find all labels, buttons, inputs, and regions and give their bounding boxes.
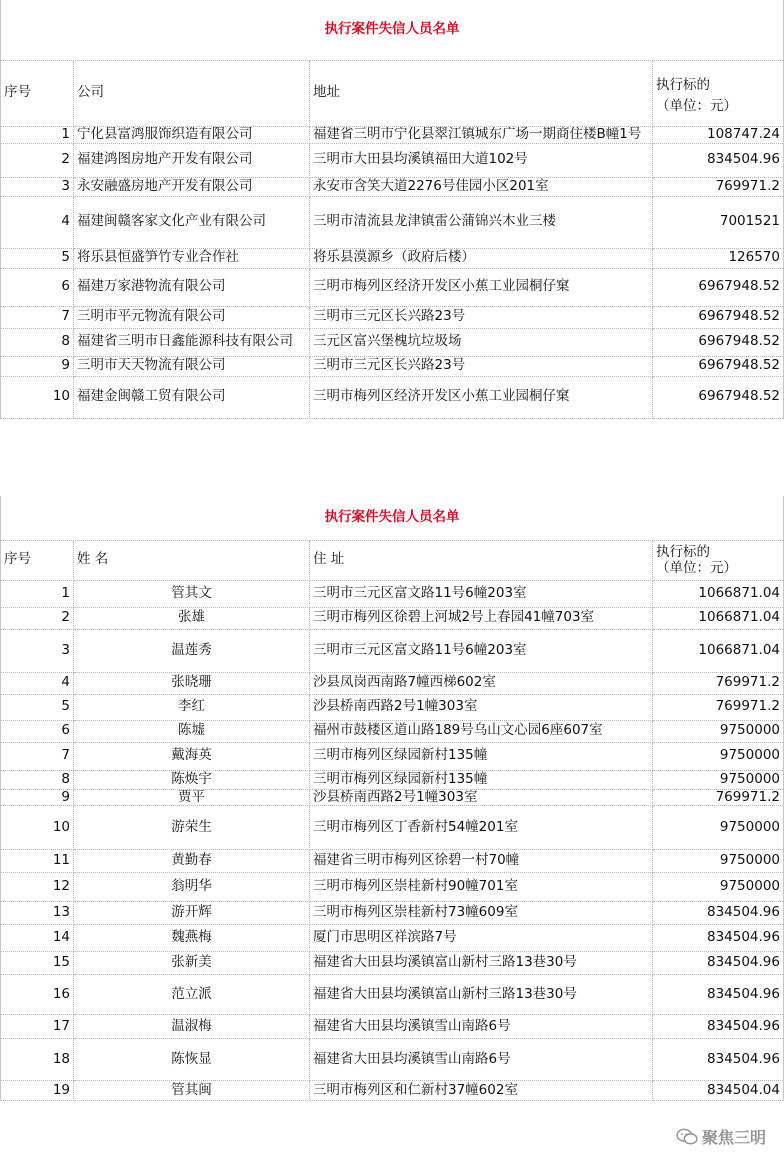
table-row: [1, 177, 784, 196]
row-index: 2: [1, 143, 74, 177]
person-name: 范立派: [74, 975, 310, 1015]
person-name: 游荣生: [74, 806, 310, 850]
amount-cell: 769971.2: [653, 789, 784, 806]
table-row: [1, 770, 784, 789]
address-cell: 三明市三元区长兴路23号: [310, 306, 653, 328]
address-cell: 三明市梅列区丁香新村54幢201室: [310, 806, 653, 850]
table-row: [1, 694, 784, 720]
amount-cell: 9750000: [653, 720, 784, 742]
table-row: [1, 607, 784, 629]
row-index: 10: [1, 806, 74, 850]
address-cell: 沙县桥南西路2号1幢303室: [310, 694, 653, 720]
company-name: 福建闽赣客家文化产业有限公司: [74, 196, 310, 248]
table-title-row: [1, 0, 784, 60]
person-name: 贾平: [74, 789, 310, 806]
amount-cell: 9750000: [653, 873, 784, 902]
header-address: 地址: [310, 60, 653, 126]
address-cell: 三明市三元区富文路11号6幢203室: [310, 580, 653, 607]
company-name: 福建金闽赣工贸有限公司: [74, 376, 310, 418]
table-row: [1, 1081, 784, 1101]
address-cell: 三明市清流县龙津镇雷公蒲锦兴木业三楼: [310, 196, 653, 248]
address-cell: 厦门市思明区祥滨路7号: [310, 925, 653, 952]
person-name: 黄勤春: [74, 850, 310, 873]
amount-cell: 834504.96: [653, 902, 784, 925]
table-title: 执行案件失信人员名单: [1, 496, 784, 540]
person-name: 陈恢显: [74, 1039, 310, 1081]
row-index: 4: [1, 196, 74, 248]
watermark: [676, 1125, 766, 1148]
row-index: 8: [1, 770, 74, 789]
row-index: 1: [1, 126, 74, 143]
amount-cell: 6967948.52: [653, 356, 784, 376]
address-cell: 三明市三元区富文路11号6幢203室: [310, 629, 653, 672]
row-index: 14: [1, 925, 74, 952]
address-cell: 三明市大田县均溪镇福田大道102号: [310, 143, 653, 177]
amount-cell: 834504.96: [653, 952, 784, 975]
wechat-icon: [676, 1128, 698, 1146]
table-row: [1, 720, 784, 742]
address-cell: 将乐县漠源乡（政府后楼）: [310, 248, 653, 268]
amount-cell: 1066871.04: [653, 629, 784, 672]
header-company: 公司: [74, 60, 310, 126]
table-row: [1, 1039, 784, 1081]
header-row: [1, 60, 784, 126]
row-index: 3: [1, 629, 74, 672]
amount-cell: 6967948.52: [653, 268, 784, 306]
company-name: 将乐县恒盛笋竹专业合作社: [74, 248, 310, 268]
row-index: 5: [1, 248, 74, 268]
header-amount: 执行标的 （单位：元）: [653, 60, 784, 126]
table-row: [1, 328, 784, 356]
row-index: 18: [1, 1039, 74, 1081]
table-row: [1, 1015, 784, 1039]
table-title: 执行案件失信人员名单: [1, 0, 784, 60]
person-name: 陈焕宇: [74, 770, 310, 789]
row-index: 16: [1, 975, 74, 1015]
table-row: [1, 376, 784, 418]
person-name: 游开辉: [74, 902, 310, 925]
amount-cell: 769971.2: [653, 694, 784, 720]
person-name: 魏燕梅: [74, 925, 310, 952]
amount-cell: 834504.04: [653, 1081, 784, 1101]
amount-cell: 7001521: [653, 196, 784, 248]
table-row: [1, 742, 784, 770]
amount-cell: 9750000: [653, 770, 784, 789]
person-table: [0, 496, 784, 1101]
person-name: 张雄: [74, 607, 310, 629]
row-index: 6: [1, 268, 74, 306]
table-row: [1, 975, 784, 1015]
address-cell: 三明市梅列区绿园新村135幢: [310, 742, 653, 770]
row-index: 5: [1, 694, 74, 720]
header-name: 姓 名: [74, 540, 310, 580]
header-index: 序号: [1, 60, 74, 126]
row-index: 7: [1, 306, 74, 328]
table-row: [1, 850, 784, 873]
address-cell: 福州市鼓楼区道山路189号乌山文心园6座607室: [310, 720, 653, 742]
amount-cell: 6967948.52: [653, 306, 784, 328]
company-name: 永安融盛房地产开发有限公司: [74, 177, 310, 196]
row-index: 15: [1, 952, 74, 975]
table-row: [1, 672, 784, 694]
address-cell: 沙县桥南西路2号1幢303室: [310, 789, 653, 806]
address-cell: 福建省大田县均溪镇雪山南路6号: [310, 1039, 653, 1081]
company-name: 福建鸿图房地产开发有限公司: [74, 143, 310, 177]
header-amount: 执行标的 （单位：元）: [653, 540, 784, 580]
table-row: [1, 806, 784, 850]
table-row: [1, 248, 784, 268]
table-row: [1, 306, 784, 328]
row-index: 17: [1, 1015, 74, 1039]
amount-cell: 9750000: [653, 806, 784, 850]
address-cell: 三元区富兴堡槐坑垃圾场: [310, 328, 653, 356]
address-cell: 沙县凤岗西南路7幢西梯602室: [310, 672, 653, 694]
table-title-row: [1, 496, 784, 540]
header-index: 序号: [1, 540, 74, 580]
table-row: [1, 196, 784, 248]
table-row: [1, 126, 784, 143]
address-cell: 福建省大田县均溪镇富山新村三路13巷30号: [310, 952, 653, 975]
table-row: [1, 925, 784, 952]
amount-cell: 1066871.04: [653, 580, 784, 607]
row-index: 3: [1, 177, 74, 196]
amount-cell: 6967948.52: [653, 328, 784, 356]
amount-cell: 769971.2: [653, 177, 784, 196]
company-name: 宁化县富鸿服饰织造有限公司: [74, 126, 310, 143]
row-index: 9: [1, 789, 74, 806]
address-cell: 三明市梅列区经济开发区小蕉工业园桐仔窠: [310, 268, 653, 306]
row-index: 6: [1, 720, 74, 742]
company-name: 福建省三明市日鑫能源科技有限公司: [74, 328, 310, 356]
amount-cell: 834504.96: [653, 1015, 784, 1039]
table-row: [1, 789, 784, 806]
header-address: 住 址: [310, 540, 653, 580]
amount-cell: 834504.96: [653, 143, 784, 177]
person-name: 李红: [74, 694, 310, 720]
row-index: 8: [1, 328, 74, 356]
amount-cell: 108747.24: [653, 126, 784, 143]
row-index: 4: [1, 672, 74, 694]
company-table: [0, 0, 784, 419]
address-cell: 永安市含笑大道2276号佳园小区201室: [310, 177, 653, 196]
table-row: [1, 873, 784, 902]
person-name: 张晓珊: [74, 672, 310, 694]
address-cell: 福建省三明市宁化县翠江镇城东广场一期商住楼B幢1号: [310, 126, 653, 143]
table-row: [1, 356, 784, 376]
person-name: 管其文: [74, 580, 310, 607]
amount-cell: 834504.96: [653, 925, 784, 952]
person-name: 张新美: [74, 952, 310, 975]
amount-cell: 834504.96: [653, 1039, 784, 1081]
row-index: 7: [1, 742, 74, 770]
company-name: 三明市平元物流有限公司: [74, 306, 310, 328]
table-row: [1, 629, 784, 672]
amount-cell: 6967948.52: [653, 376, 784, 418]
company-name: 三明市天天物流有限公司: [74, 356, 310, 376]
row-index: 9: [1, 356, 74, 376]
table-row: [1, 902, 784, 925]
row-index: 13: [1, 902, 74, 925]
person-name: 管其闽: [74, 1081, 310, 1101]
address-cell: 福建省三明市梅列区徐碧一村70幢: [310, 850, 653, 873]
amount-cell: 9750000: [653, 850, 784, 873]
row-index: 11: [1, 850, 74, 873]
person-name: 戴海英: [74, 742, 310, 770]
row-index: 19: [1, 1081, 74, 1101]
watermark-text: 聚焦三明: [701, 1128, 766, 1147]
person-name: 温淑梅: [74, 1015, 310, 1039]
address-cell: 福建省大田县均溪镇雪山南路6号: [310, 1015, 653, 1039]
address-cell: 三明市梅列区崇桂新村90幢701室: [310, 873, 653, 902]
row-index: 12: [1, 873, 74, 902]
address-cell: 三明市梅列区崇桂新村73幢609室: [310, 902, 653, 925]
address-cell: 三明市梅列区和仁新村37幢602室: [310, 1081, 653, 1101]
amount-cell: 9750000: [653, 742, 784, 770]
table-row: [1, 268, 784, 306]
amount-cell: 126570: [653, 248, 784, 268]
table-row: [1, 143, 784, 177]
row-index: 2: [1, 607, 74, 629]
amount-cell: 769971.2: [653, 672, 784, 694]
row-index: 1: [1, 580, 74, 607]
amount-cell: 834504.96: [653, 975, 784, 1015]
address-cell: 三明市三元区长兴路23号: [310, 356, 653, 376]
address-cell: 福建省大田县均溪镇富山新村三路13巷30号: [310, 975, 653, 1015]
row-index: 10: [1, 376, 74, 418]
address-cell: 三明市梅列区经济开发区小蕉工业园桐仔窠: [310, 376, 653, 418]
address-cell: 三明市梅列区徐碧上河城2号上春园41幢703室: [310, 607, 653, 629]
table-row: [1, 580, 784, 607]
amount-cell: 1066871.04: [653, 607, 784, 629]
company-name: 福建万家港物流有限公司: [74, 268, 310, 306]
table-row: [1, 952, 784, 975]
header-row: [1, 540, 784, 580]
person-name: 温莲秀: [74, 629, 310, 672]
person-name: 陈墟: [74, 720, 310, 742]
person-name: 翁明华: [74, 873, 310, 902]
address-cell: 三明市梅列区绿园新村135幢: [310, 770, 653, 789]
